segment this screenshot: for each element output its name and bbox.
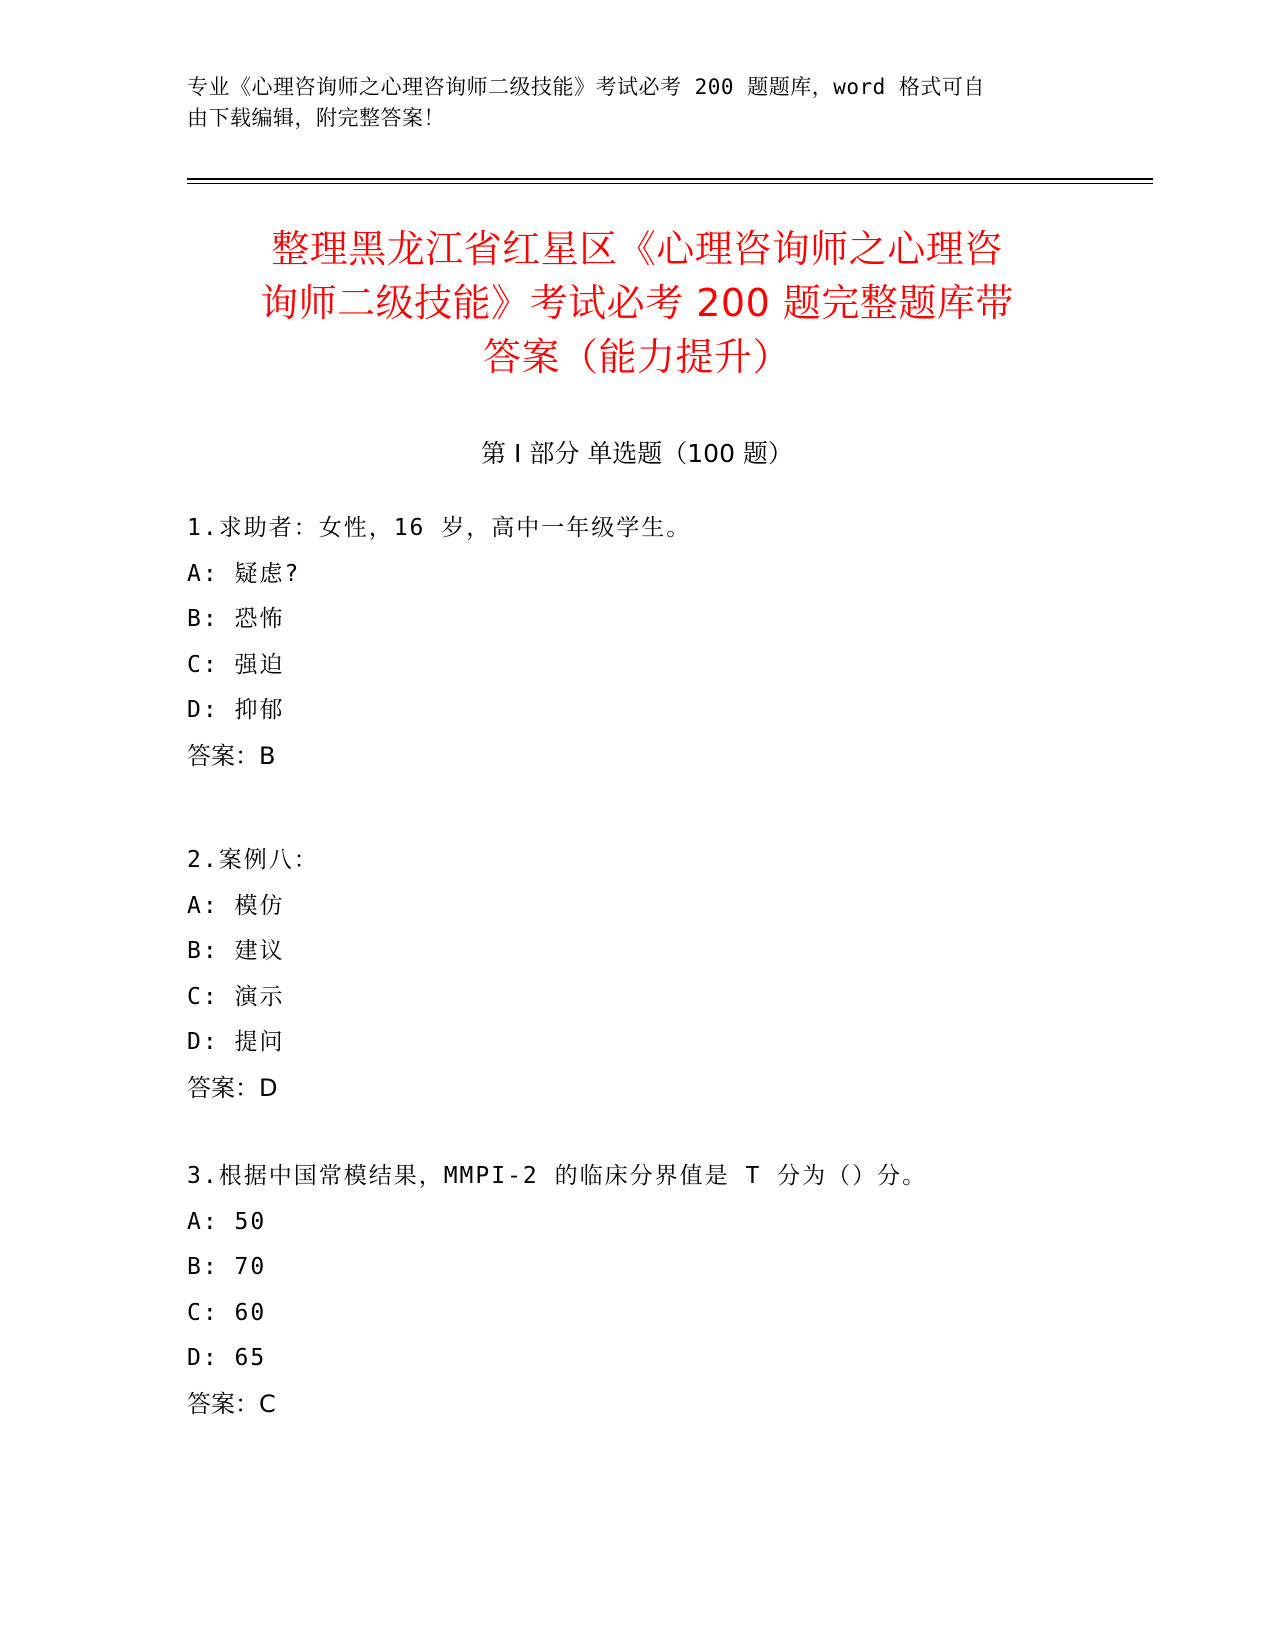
question-item [187,1154,1137,1427]
question-option-c: C: 60 [187,1299,267,1326]
header-divider-thick [187,178,1153,180]
question-option-c: C: 强迫 [187,651,285,678]
question-stem: 3.根据中国常模结果，MMPI-2 的临床分界值是 T 分为（）分。 [187,1163,928,1189]
question-option-d: D: 抑郁 [187,697,285,723]
section-heading: 第 I 部分 单选题（100 题） [481,439,793,468]
question-option-a: A: 50 [187,1208,267,1235]
document-title-line-3: 答案（能力提升） [482,335,791,379]
header-divider-thin [187,183,1153,184]
header-note-line-2: 由下载编辑，附完整答案！ [187,106,445,130]
document-title-line-1: 整理黑龙江省红星区《心理咨询师之心理咨 [271,227,1003,271]
question-answer: 答案：C [187,1389,276,1418]
header-note [187,72,1067,134]
question-option-d: D: 65 [187,1345,267,1371]
question-option-c: C: 演示 [187,983,285,1010]
document-title-line-2: 询师二级技能》考试必考 200 题完整题库带 [260,281,1014,325]
question-stem: 1.求助者：女性，16 岁，高中一年级学生。 [187,515,692,541]
question-stem: 2.案例八： [187,847,319,873]
question-option-b: B: 建议 [187,938,285,964]
question-item [187,838,1137,1111]
header-note-line-1: 专业《心理咨询师之心理咨询师二级技能》考试必考 200 题题库，word 格式可自 [187,75,985,99]
question-answer: 答案：D [187,1073,278,1102]
question-option-a: A: 疑虑? [187,560,301,587]
question-answer: 答案：B [187,741,276,770]
document-title [187,222,1087,384]
question-option-a: A: 模仿 [187,892,285,919]
question-option-b: B: 70 [187,1254,267,1280]
question-option-b: B: 恐怖 [187,606,285,632]
question-option-d: D: 提问 [187,1029,285,1055]
question-item [187,506,1137,779]
